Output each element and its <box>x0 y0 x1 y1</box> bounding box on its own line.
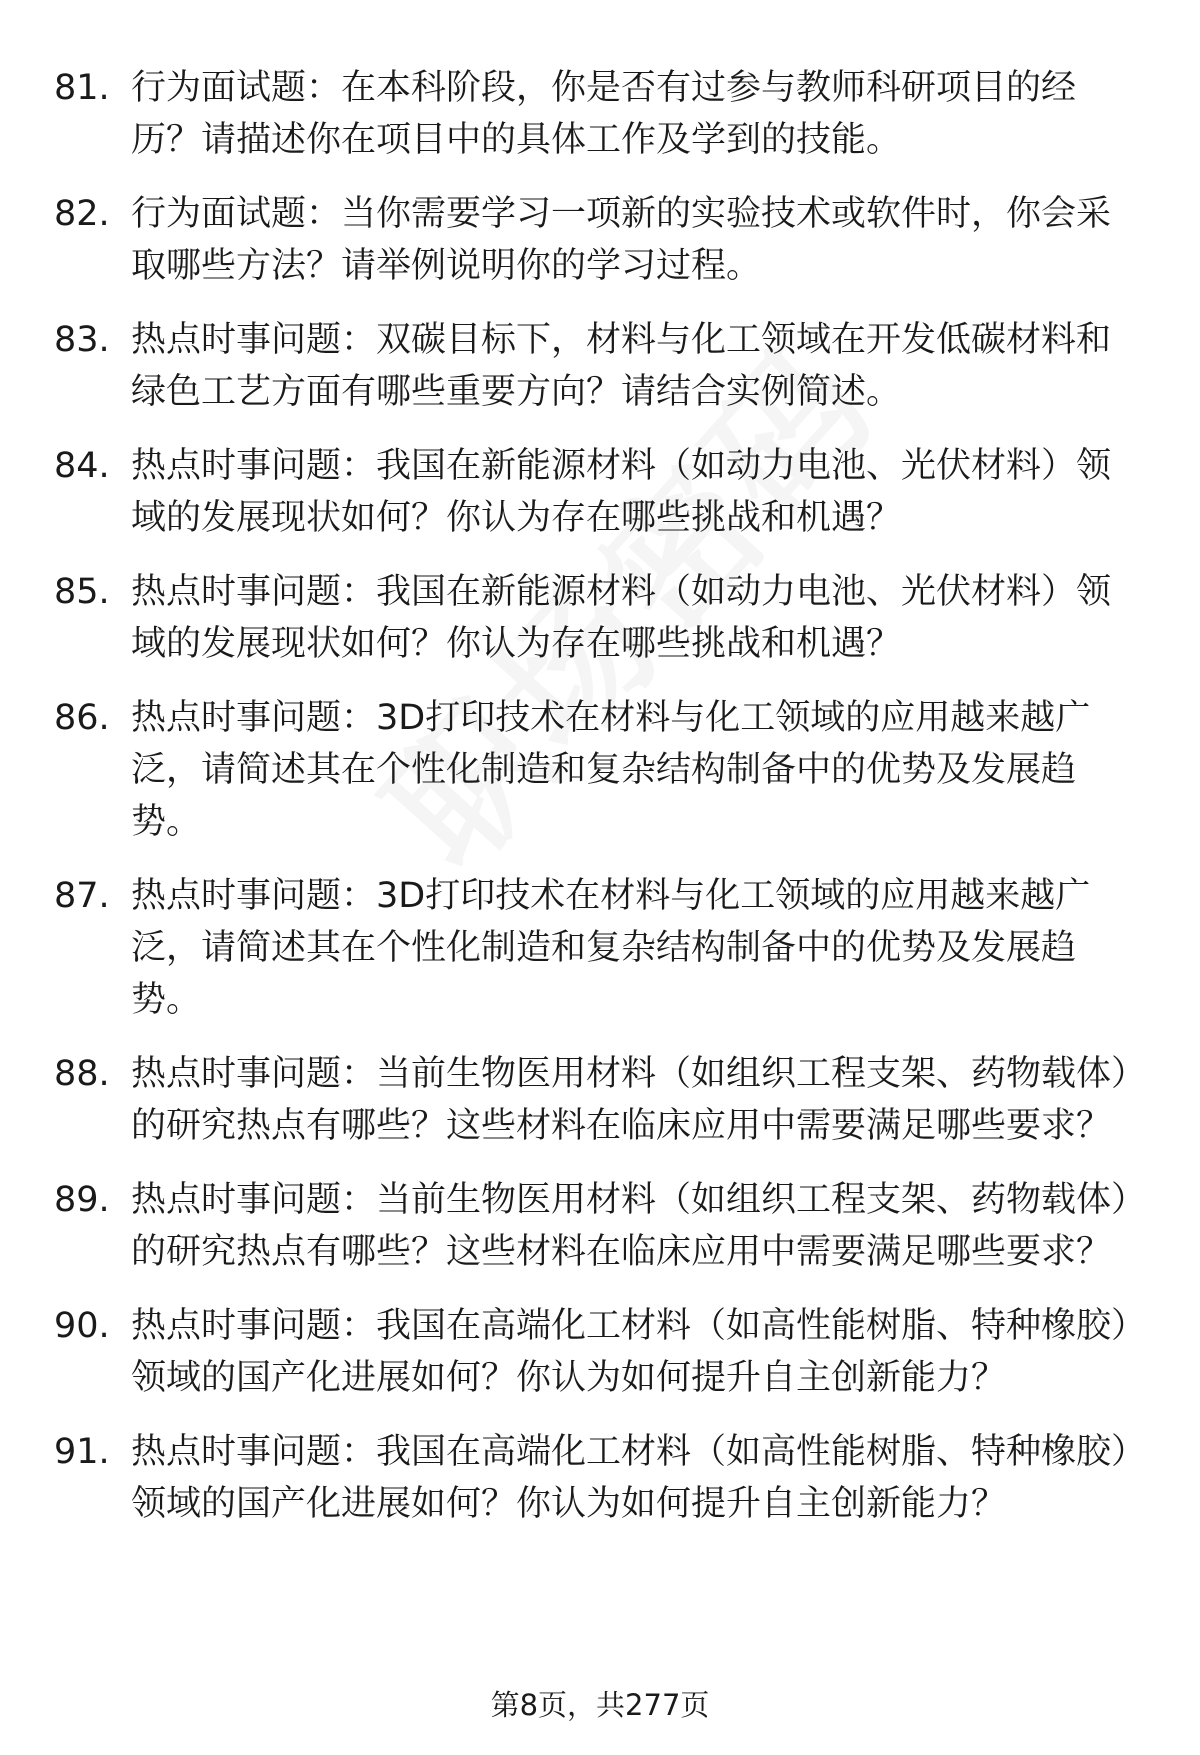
question-text: 热点时事问题：我国在高端化工材料（如高性能树脂、特种橡胶）领域的国产化进展如何？你认为如何提升自主创新能力？ <box>131 1432 1129 1524</box>
question-item <box>54 188 1144 292</box>
question-text: 热点时事问题：我国在新能源材料（如动力电池、光伏材料）领域的发展现状如何？你认为存在哪些挑战和机遇？ <box>131 572 1112 664</box>
question-number: 89. <box>54 1180 110 1220</box>
question-number: 88. <box>54 1054 110 1094</box>
question-item <box>54 870 1144 1026</box>
question-item <box>54 1174 1144 1278</box>
question-item <box>54 1048 1144 1152</box>
question-item <box>54 566 1144 670</box>
question-number: 81. <box>54 68 110 108</box>
question-item <box>54 62 1144 166</box>
question-number: 82. <box>54 194 110 234</box>
question-number: 91. <box>54 1432 110 1472</box>
question-list <box>54 62 1144 1552</box>
question-number: 85. <box>54 572 110 612</box>
question-text: 行为面试题：在本科阶段，你是否有过参与教师科研项目的经历？请描述你在项目中的具体工作及学到的技能。 <box>131 68 1077 160</box>
question-text: 热点时事问题：3D打印技术在材料与化工领域的应用越来越广泛，请简述其在个性化制造和复杂结构制备中的优势及发展趋势。 <box>131 698 1091 842</box>
question-item <box>54 314 1144 418</box>
question-text: 热点时事问题：我国在新能源材料（如动力电池、光伏材料）领域的发展现状如何？你认为存在哪些挑战和机遇？ <box>131 446 1112 538</box>
question-number: 83. <box>54 320 110 360</box>
question-number: 87. <box>54 876 110 916</box>
question-number: 90. <box>54 1306 110 1346</box>
question-text: 热点时事问题：我国在高端化工材料（如高性能树脂、特种橡胶）领域的国产化进展如何？你认为如何提升自主创新能力？ <box>131 1306 1129 1398</box>
question-item <box>54 440 1144 544</box>
question-item <box>54 1426 1144 1530</box>
question-item <box>54 1300 1144 1404</box>
question-text: 热点时事问题：当前生物医用材料（如组织工程支架、药物载体）的研究热点有哪些？这些材料在临床应用中需要满足哪些要求？ <box>131 1054 1129 1146</box>
question-item <box>54 692 1144 848</box>
question-text: 行为面试题：当你需要学习一项新的实验技术或软件时，你会采取哪些方法？请举例说明你的学习过程。 <box>131 194 1112 286</box>
question-text: 热点时事问题：当前生物医用材料（如组织工程支架、药物载体）的研究热点有哪些？这些材料在临床应用中需要满足哪些要求？ <box>131 1180 1129 1272</box>
question-text: 热点时事问题：双碳目标下，材料与化工领域在开发低碳材料和绿色工艺方面有哪些重要方向？请结合实例简述。 <box>131 320 1112 412</box>
question-text: 热点时事问题：3D打印技术在材料与化工领域的应用越来越广泛，请简述其在个性化制造和复杂结构制备中的优势及发展趋势。 <box>131 876 1091 1020</box>
question-number: 86. <box>54 698 110 738</box>
question-number: 84. <box>54 446 110 486</box>
page-footer: 第8页，共277页 <box>490 1688 710 1722</box>
